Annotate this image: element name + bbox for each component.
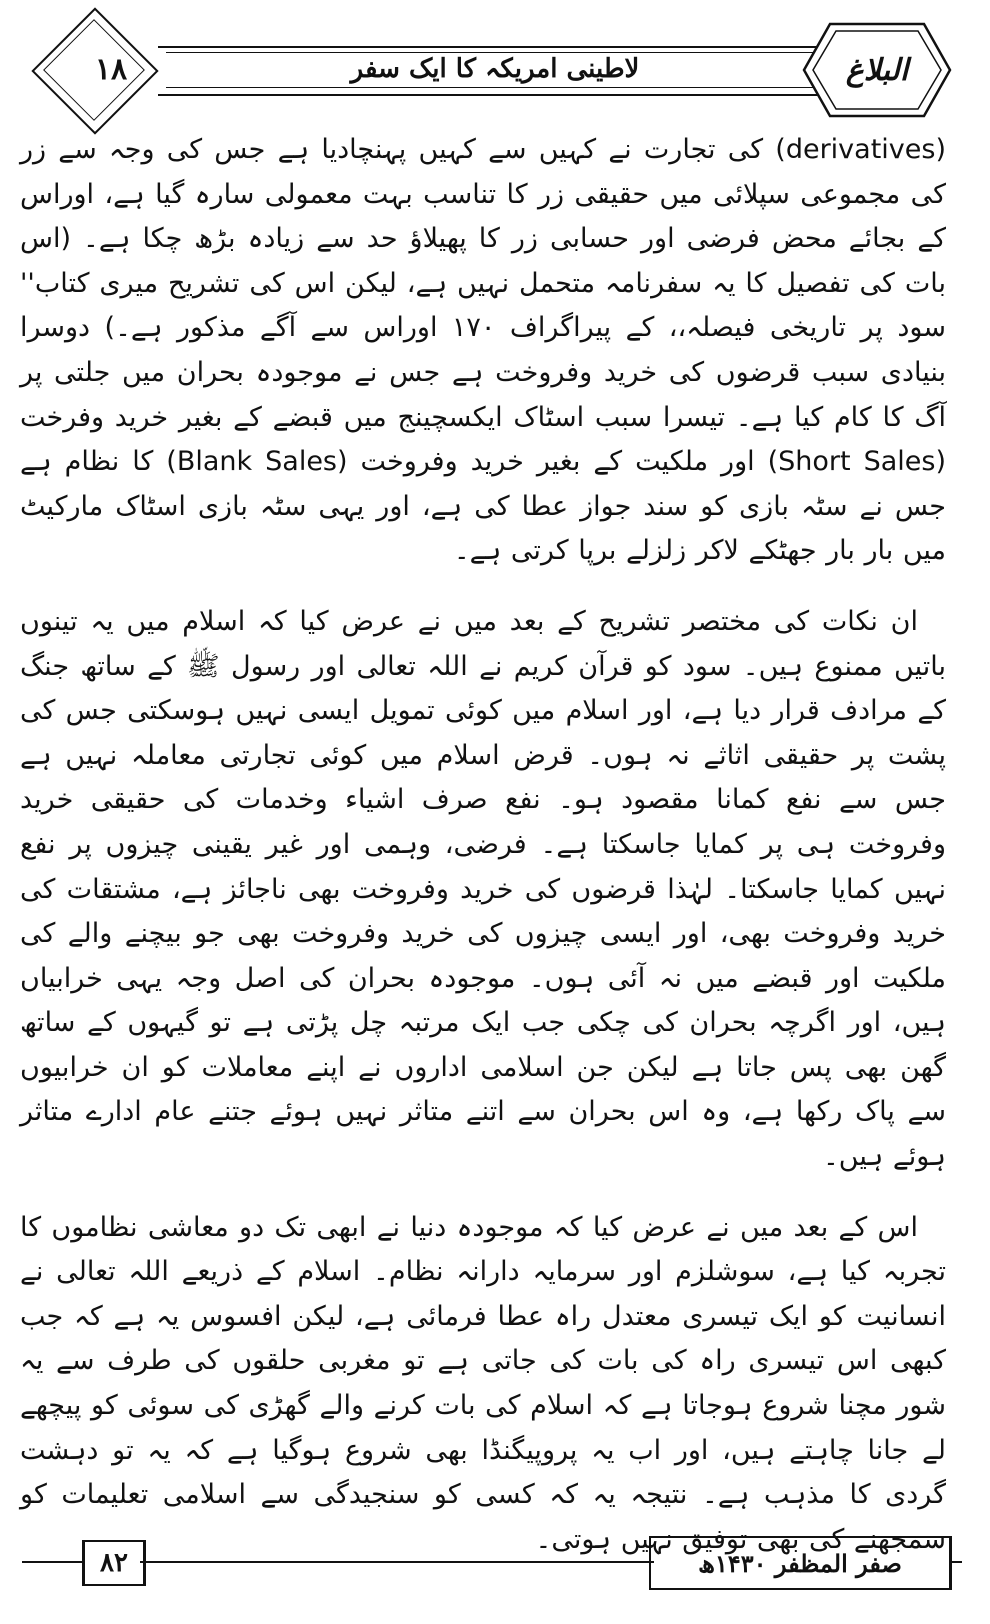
footer-page-number: ۸۲ — [82, 1540, 146, 1586]
footer-rule-left — [22, 1561, 82, 1563]
page-footer — [22, 1528, 962, 1598]
chapter-title: لاطینی امریکہ کا ایک سفر — [350, 54, 640, 84]
footer-rule-right — [952, 1561, 962, 1563]
logo-text: البلاغ — [845, 52, 909, 88]
article-body — [20, 128, 946, 1562]
issue-date: صفر المظفر ۱۴۳۰ھ — [649, 1536, 952, 1590]
footer-rule — [140, 1561, 654, 1563]
paragraph-2: ان نکات کی مختصر تشریح کے بعد میں نے عرض کیا کہ اسلام میں یہ تینوں باتیں ممنوع ہیں۔ سود کو قرآن کریم نے اللہ تعالی اور رسول ﷺ کے ساتھ جنگ کے مرادف قرار دیا ہے، اور اسلام میں کوئی تمویل ایسی نہیں ہوسکتی جس کی پشت پر حقیقی اثاثے نہ ہوں۔ قرض اسلام میں کوئی تجارتی معاملہ نہیں ہے جس سے نفع کمانا مقصود ہو۔ نفع صرف اشیاء وخدمات کی حقیقی خرید وفروخت ہی پر کمایا جاسکتا ہے۔ فرضی، وہمی اور غیر یقینی چیزوں پر نفع نہیں کمایا جاسکتا۔ لہٰذا قرضوں کی خرید وفروخت بھی ناجائز ہے، مشتقات کی خرید وفروخت بھی، اور ایسی چیزوں کی خرید وفروخت بھی جو بیچنے والے کی ملکیت اور قبضے میں نہ آئی ہوں۔ موجودہ بحران کی اصل وجہ یہی خرابیاں ہیں، اور اگرچہ بحران کی چکی جب ایک مرتبہ چل پڑتی ہے تو گیہوں کے ساتھ گھن بھی پس جاتا ہے لیکن جن اسلامی اداروں نے اپنے معاملات کو ان خرابیوں سے پاک رکھا ہے، وہ اس بحران سے اتنے متاثر نہیں ہوئے جتنے عام ادارے متاثر ہوئے ہیں۔ — [20, 605, 946, 1173]
header-page-number: ۱۸ — [94, 51, 128, 87]
page-header — [28, 18, 962, 128]
paragraph-3: اس کے بعد میں نے عرض کیا کہ موجودہ دنیا نے ابھی تک دو معاشی نظاموں کا تجربہ کیا ہے، سوشلزم اور سرمایہ دارانہ نظام۔ اسلام کے ذریعے اللہ تعالی نے انسانیت کو ایک تیسری معتدل راہ عطا فرمائی ہے، لیکن افسوس یہ ہے کہ جب کبھی اس تیسری راہ کی بات کی جاتی ہے تو مغربی حلقوں کی طرف سے یہ شور مچنا شروع ہوجاتا ہے کہ اسلام کی بات کرنے والے گھڑی کی سوئی کو پیچھے لے جانا چاہتے ہیں، اور اب یہ پروپیگنڈا بھی شروع ہوگیا ہے کہ یہ تو دہشت گردی کا مذہب ہے۔ نتیجہ یہ کہ کسی کو سنجیدگی سے اسلامی تعلیمات کو سمجھنے کی بھی توفیق نہیں ہوتی۔ — [20, 1211, 946, 1555]
paragraph-1: (derivatives) کی تجارت نے کہیں سے کہیں پہنچادیا ہے جس کی وجہ سے زر کی مجموعی سپلائی میں حقیقی زر کا تناسب بہت معمولی سارہ گیا ہے، اوراس کے بجائے محض فرضی اور حسابی زر کا پھیلاؤ حد سے زیادہ بڑھ چکا ہے۔ (اس بات کی تفصیل کا یہ سفرنامہ متحمل نہیں ہے، لیکن اس کی تشریح میری کتاب'' سود پر تاریخی فیصلہ،، کے پیراگراف ۱۷۰ اوراس سے آگے مذکور ہے۔) دوسرا بنیادی سبب قرضوں کی خرید وفروخت ہے جس نے موجودہ بحران میں جلتی پر آگ کا کام کیا ہے۔ تیسرا سبب اسٹاک ایکسچینج میں قبضے کے بغیر خرید وفرخت (Short Sales) اور ملکیت کے بغیر خرید وفروخت (Blank Sales) کا نظام ہے جس نے سٹہ بازی کو سند جواز عطا کی ہے، اور یہی سٹہ بازی اسٹاک مارکیٹ میں بار بار جھٹکے لاکر زلزلے برپا کرتی ہے۔ — [20, 134, 946, 567]
magazine-logo — [802, 22, 952, 118]
